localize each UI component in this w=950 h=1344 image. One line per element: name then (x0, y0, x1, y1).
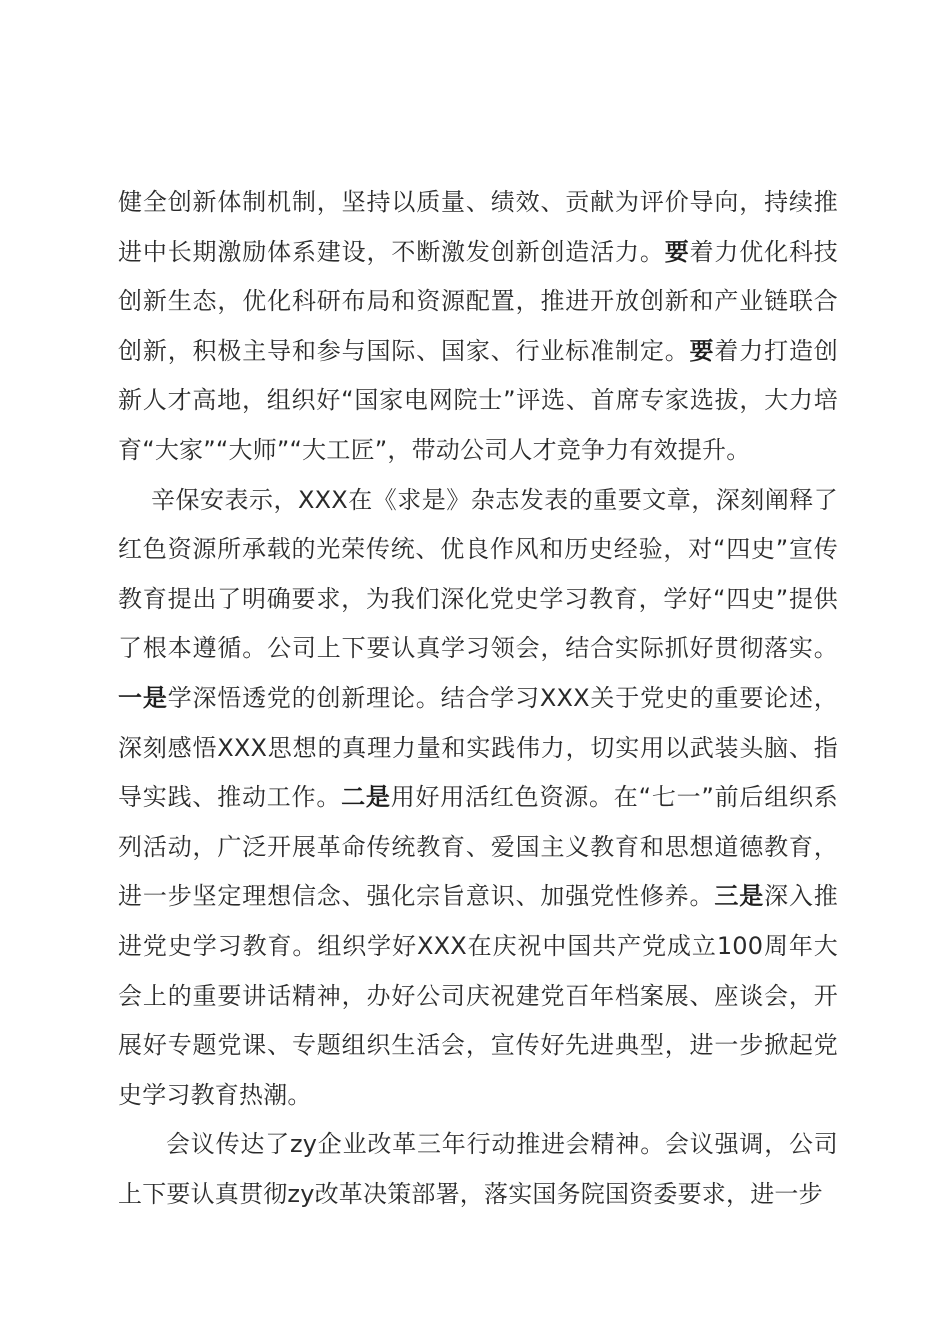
text-segment: 学深悟透党的创新理论。结合学习XXX关于党史的重要论述，深刻感悟XXX思想的真理力量和实践伟力，切实用以武装头脑、指导实践、推动工作。 (118, 683, 838, 812)
text-segment: 着力打造创新人才高地，组织好“国家电网院士”评选、首席专家选拔，大力培育“大家”“大师”“大工匠”，带动公司人才竞争力有效提升。 (118, 336, 839, 464)
text-segment: 用好用活红色资源。在“七一”前后组织系列活动，广泛开展革命传统教育、爱国主义教育和思想道德教育，进一步坚定理想信念、强化宗旨意识、加强党性修养。 (118, 783, 838, 911)
text-segment: 深入推进党史学习教育。组织学好XXX在庆祝中国共产党成立100周年大会上的重要讲话精神，办好公司庆祝建党百年档案展、座谈会，开展好专题党课、专题组织生活会，宣传好先进典型，进一步掀起党史学习教育热潮。 (118, 882, 838, 1109)
text-segment: 健全创新体制机制，坚持以质量、绩效、贡献为评价导向，持续推进中长期激励体系建设，不断激发创新创造活力。 (118, 188, 838, 266)
text-segment: 会议传达了zy企业改革三年行动推进会精神。会议强调，公司上下要认真贯彻zy改革决策部署，落实国务院国资委要求，进一步 (118, 1130, 838, 1208)
paragraph-reform (118, 1120, 838, 1219)
bold-keyword: 三是 (714, 882, 765, 911)
paragraph-party-history (118, 476, 838, 1121)
bold-keyword: 二是 (341, 783, 391, 812)
paragraph-innovation (118, 178, 838, 476)
document-body (118, 178, 838, 1219)
text-segment: 辛保安表示，XXX在《求是》杂志发表的重要文章，深刻阐释了红色资源所承载的光荣传统、优良作风和历史经验，对“四史”宣传教育提出了明确要求，为我们深化党史学习教育，学好“四史”提供了根本遵循。公司上下要认真学习领会，结合实际抓好贯彻落实。 (118, 485, 838, 663)
bold-keyword: 要 (689, 336, 715, 365)
bold-keyword: 要 (664, 237, 690, 266)
bold-keyword: 一是 (118, 683, 168, 712)
text-segment: 着力优化科技创新生态，优化科研布局和资源配置，推进开放创新和产业链联合创新，积极主导和参与国际、国家、行业标准制定。 (118, 237, 839, 365)
